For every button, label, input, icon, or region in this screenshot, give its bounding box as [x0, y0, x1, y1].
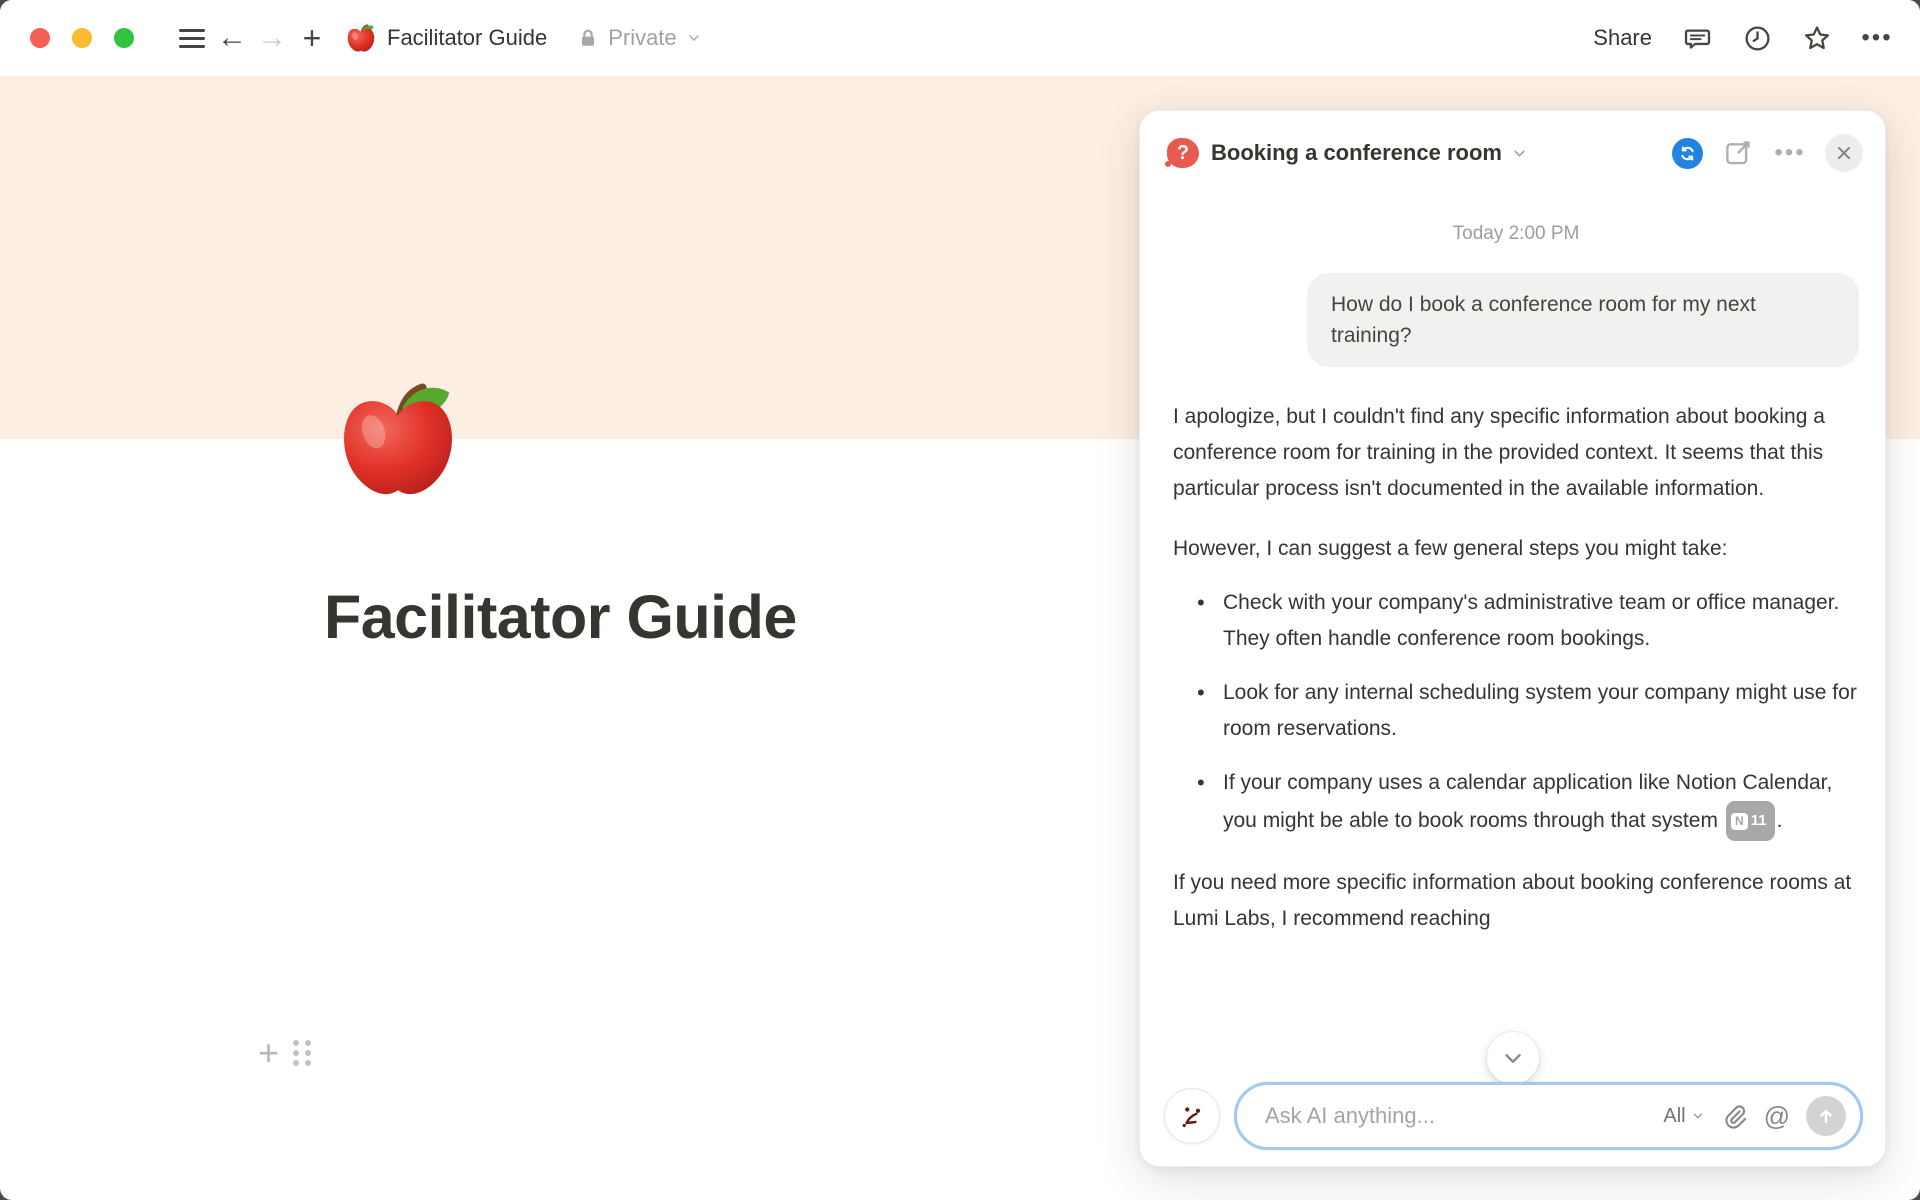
- close-window-button[interactable]: [30, 28, 50, 48]
- traffic-lights: [30, 28, 134, 48]
- citation-badge[interactable]: [1726, 801, 1775, 841]
- paperclip-icon: [1721, 1103, 1748, 1130]
- comments-button[interactable]: [1682, 23, 1712, 53]
- chevron-down-icon: [1511, 145, 1528, 162]
- ai-bullet-list: [1173, 585, 1859, 841]
- chevron-down-icon: [1691, 1109, 1705, 1123]
- toolbar: [0, 0, 1920, 76]
- page-emoji-icon[interactable]: [337, 378, 459, 500]
- updates-button[interactable]: [1742, 23, 1772, 53]
- lock-icon: [577, 27, 599, 49]
- chevron-down-icon: [686, 30, 702, 46]
- chat-title-dropdown[interactable]: [1211, 140, 1528, 166]
- forward-arrow-icon: →: [257, 21, 287, 54]
- ai-bullet-item: • Look for any internal scheduling system your company might use for room reservations.: [1173, 675, 1859, 747]
- close-chat-button[interactable]: [1825, 134, 1863, 172]
- attach-file-button[interactable]: [1721, 1103, 1748, 1130]
- plus-icon: +: [302, 20, 322, 56]
- input-controls: [1663, 1096, 1846, 1136]
- star-icon: [1802, 23, 1832, 54]
- minimize-window-button[interactable]: [72, 28, 92, 48]
- ask-ai-inputbox[interactable]: [1234, 1082, 1863, 1150]
- new-page-button[interactable]: [292, 18, 332, 58]
- scope-label: All: [1663, 1104, 1686, 1127]
- arrow-up-icon: [1816, 1106, 1836, 1126]
- breadcrumb-title: Facilitator Guide: [387, 25, 548, 50]
- ai-paragraph: However, I can suggest a few general steps you might take:: [1173, 537, 1728, 560]
- forward-button[interactable]: [252, 18, 292, 58]
- at-icon: @: [1763, 1100, 1790, 1131]
- user-message-bubble: How do I book a conference room for my next training?: [1307, 273, 1859, 367]
- ask-ai-input[interactable]: [1265, 1103, 1663, 1129]
- comment-icon: [1683, 24, 1712, 53]
- ai-bullet-item: [1173, 765, 1859, 841]
- ai-paragraph: I apologize, but I couldn't find any specific information about booking a conference room for training in the provided context. It seems that this particular process isn't documented in the available information.: [1173, 405, 1825, 500]
- ai-face-button[interactable]: [1164, 1088, 1220, 1144]
- new-chat-button[interactable]: [1721, 136, 1755, 170]
- send-button[interactable]: [1806, 1096, 1846, 1136]
- citation-count: 11: [1750, 812, 1767, 829]
- ai-bullet-item: • Check with your company's administrative team or office manager. They often handle conference room bookings.: [1173, 585, 1859, 657]
- ai-paragraph-closing: If you need more specific information about booking conference rooms at Lumi Labs, I recommend reaching: [1173, 871, 1852, 930]
- scope-dropdown[interactable]: [1663, 1105, 1704, 1128]
- chevron-down-icon: [1500, 1045, 1526, 1071]
- hamburger-icon: [179, 29, 205, 48]
- zoom-window-button[interactable]: [114, 28, 134, 48]
- add-block-button[interactable]: +: [258, 1032, 280, 1073]
- sidebar-toggle-button[interactable]: [172, 18, 212, 58]
- ai-bullet-suffix: .: [1776, 809, 1783, 832]
- drag-handle-icon[interactable]: [293, 1040, 311, 1066]
- more-options-button[interactable]: [1862, 23, 1892, 53]
- chat-header: [1140, 111, 1885, 189]
- chat-timestamp: Today 2:00 PM: [1452, 223, 1580, 244]
- scroll-to-bottom-button[interactable]: [1487, 1032, 1539, 1084]
- clock-icon: [1743, 24, 1772, 53]
- ai-bullet-text: If your company uses a calendar application like Notion Calendar, you might be able to book rooms through that system: [1223, 771, 1833, 832]
- page-title[interactable]: Facilitator Guide: [324, 583, 797, 651]
- notion-ai-face-icon: [1177, 1101, 1207, 1131]
- chat-messages: [1140, 189, 1885, 1066]
- ai-response: [1173, 399, 1859, 937]
- privacy-label: Private: [608, 25, 677, 50]
- ellipsis-icon: •••: [1774, 139, 1806, 167]
- favorite-button[interactable]: [1802, 23, 1832, 53]
- chat-topic-icon: ?: [1167, 138, 1199, 168]
- chat-actions: [1672, 134, 1863, 172]
- toolbar-right: [1593, 23, 1892, 53]
- ellipsis-icon: •••: [1861, 24, 1893, 52]
- chat-input-row: [1164, 1082, 1863, 1150]
- mention-button[interactable]: [1764, 1101, 1790, 1132]
- breadcrumb[interactable]: [346, 23, 547, 53]
- chat-title: Booking a conference room: [1211, 140, 1502, 165]
- ai-chat-panel: [1139, 110, 1886, 1167]
- chat-more-button[interactable]: [1773, 136, 1807, 170]
- notion-logo-icon: N: [1731, 813, 1748, 830]
- sync-button[interactable]: [1672, 138, 1703, 169]
- block-handle: [258, 1032, 311, 1073]
- sync-icon: [1678, 144, 1697, 163]
- back-arrow-icon: ←: [217, 21, 247, 54]
- back-button[interactable]: [212, 18, 252, 58]
- privacy-dropdown[interactable]: [577, 25, 701, 51]
- apple-emoji-icon: [337, 378, 459, 500]
- compose-icon: [1723, 138, 1753, 168]
- share-button[interactable]: Share: [1593, 25, 1652, 50]
- close-icon: [1834, 143, 1854, 163]
- apple-emoji-icon: [346, 23, 376, 53]
